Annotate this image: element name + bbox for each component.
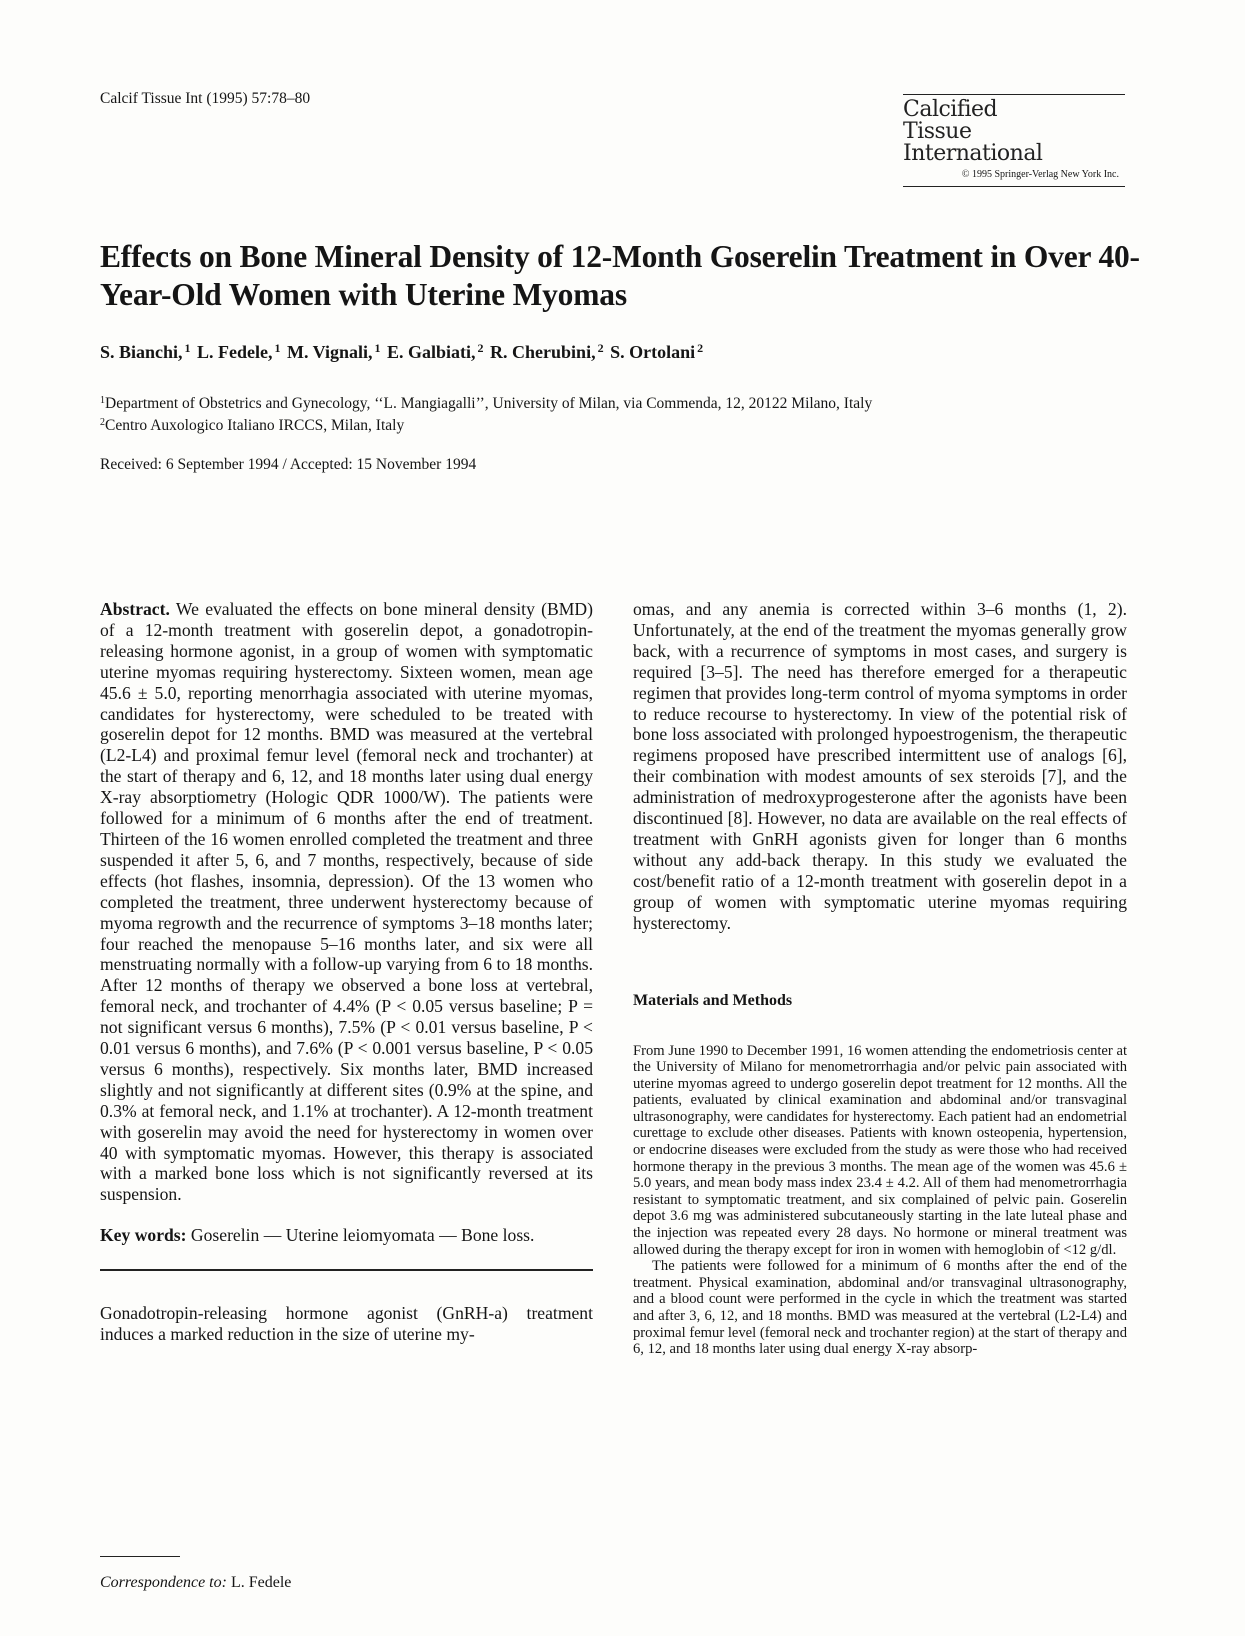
author-name: E. Galbiati, <box>387 342 476 362</box>
section-divider <box>100 1269 593 1271</box>
author-affiliation: 2 <box>477 341 484 355</box>
article-title: Effects on Bone Mineral Density of 12-Month Goserelin Treatment in Over 40-Year-Old Women with Uterine Myomas <box>100 239 1140 312</box>
journal-logo <box>903 94 1125 187</box>
intro-text-left: Gonadotropin-releasing hormone agonist (GnRH-a) treatment induces a marked reduction in the size of uterine my- <box>100 1303 593 1345</box>
right-column <box>633 599 1127 1358</box>
received-dates: Received: 6 September 1994 / Accepted: 15 November 1994 <box>100 456 477 473</box>
logo-rule-top <box>903 94 1125 95</box>
journal-citation: Calcif Tissue Int (1995) 57:78–80 <box>100 90 311 107</box>
methods-paragraph-2: The patients were followed for a minimum of 6 months after the end of the treatment. Physical examination, abdominal and/or transvaginal ultrasonography, and a blood count were performed in the cycle in which the treatment was started and after 3, 6, 12, and 18 months. BMD was measured at the vertebral (L2-L4) and proximal femur level (femoral neck and trochanter region) at the start of therapy and 6, 12, and 18 months later using dual energy X-ray absorp- <box>633 1258 1127 1358</box>
left-column <box>100 599 593 1345</box>
author-name: S. Bianchi, <box>100 342 183 362</box>
author-name: R. Cherubini, <box>490 342 596 362</box>
author-affiliation: 1 <box>184 341 191 355</box>
correspondence <box>100 1574 291 1592</box>
logo-rule-bottom <box>903 186 1125 187</box>
affiliations <box>100 391 872 435</box>
logo-line-2: Tissue <box>903 119 972 144</box>
author-name: S. Ortolani <box>610 342 696 362</box>
author-name: M. Vignali, <box>287 342 373 362</box>
author-name: L. Fedele, <box>197 342 273 362</box>
copyright: © 1995 Springer-Verlag New York Inc. <box>961 169 1119 180</box>
keywords-label: Key words: <box>100 1225 187 1246</box>
logo-line-1: Calcified <box>903 97 998 122</box>
keywords <box>100 1225 593 1246</box>
logo-line-3: International <box>903 141 1043 166</box>
author-affiliation: 1 <box>274 341 281 355</box>
author-affiliation: 2 <box>597 341 604 355</box>
abstract-text: We evaluated the effects on bone mineral density (BMD) of a 12-month treatment with goserelin depot, a gonadotropin-releasing hormone agonist, in a group of women with symptomatic uterine myomas requiring hysterectomy. Sixteen women, mean age 45.6 ± 5.0, reporting menorrhagia associated with uterine myomas, candidates for hysterectomy, were scheduled to be treated with goserelin depot for 12 months. BMD was measured at the vertebral (L2-L4) and proximal femur level (femoral neck and trochanter) at the start of therapy and 6, 12, and 18 months later using dual energy X-ray absorptiometry (Hologic QDR 1000/W). The patients were followed for a minimum of 6 months after the end of treatment. Thirteen of the 16 women enrolled completed the treatment and three suspended it after 5, 6, and 7 months, respectively, because of side effects (hot flashes, insomnia, depression). Of the 13 women who completed the treatment, three underwent hysterectomy because of myoma regrowth and the recurrence of symptoms 3–18 months later; four reached the menopause 5–16 months later, and six were all menstruating normally with a follow-up varying from 6 to 18 months. After 12 months of therapy we observed a bone loss at vertebral, femoral neck, and trochanter of 4.4% (P < 0.05 versus baseline; P = not significant versus 6 months), 7.5% (P < 0.01 versus baseline, P < 0.01 versus 6 months), and 7.6% (P < 0.001 versus baseline, P < 0.05 versus 6 months), respectively. Six months later, BMD increased slightly and not significantly at different sites (0.9% at the spine, and 0.3% at femoral neck, and 1.1% at trochanter). A 12-month treatment with goserelin may avoid the need for hysterectomy in women over 40 with symptomatic myomas. However, this therapy is associated with a marked bone loss which is not significantly reversed at its suspension. <box>100 599 593 1205</box>
abstract <box>100 599 593 1205</box>
correspondence-label: Correspondence to: <box>100 1574 227 1591</box>
affiliation-line: $^1$Department of Obstetrics and Gynecology, ‘‘L. Mangiagalli’’, University of Milan, via Commenda, 12, 20122 Milano, Italy <box>100 395 873 412</box>
section-heading-methods: Materials and Methods <box>633 991 793 1009</box>
abstract-label: Abstract. <box>100 599 170 619</box>
correspondence-name: L. Fedele <box>230 1574 292 1591</box>
intro-text-right: omas, and any anemia is corrected within 3–6 months (1, 2). Unfortunately, at the end of the treatment the myomas generally grow back, with a recurrence of symptoms in most cases, and surgery is required [3–5]. The need has therefore emerged for a therapeutic regimen that provides long-term control of myoma symptoms in order to reduce recourse to hysterectomy. In view of the potential risk of bone loss associated with prolonged hypoestrogenism, the therapeutic regimens proposed have prescribed intermittent use of analogs [6], their combination with modest amounts of sex steroids [7], and the administration of medroxyprogesterone after the agonists have been discontinued [8]. However, no data are available on the real effects of treatment with GnRH agonists given for longer than 6 months without any add-back therapy. In this study we evaluated the cost/benefit ratio of a 12-month treatment with goserelin depot in a group of women with symptomatic uterine myomas requiring hysterectomy. <box>633 599 1127 933</box>
affiliation-line: $^2$Centro Auxologico Italiano IRCCS, Milan, Italy <box>100 417 405 434</box>
author-affiliation: 1 <box>374 341 381 355</box>
methods-paragraph-1: From June 1990 to December 1991, 16 women attending the endometriosis center at the University of Milano for menometrorrhagia and/or pelvic pain associated with uterine myomas agreed to undergo goserelin depot treatment for 12 months. All the patients, evaluated by clinical examination and abdominal and/or transvaginal ultrasonography, were candidates for hysterectomy. Each patient had an endometrial curettage to exclude other diseases. Patients with known osteopenia, hypertension, or endocrine diseases were excluded from the study as were those who had received hormone therapy in the previous 3 months. The mean age of the women was 45.6 ± 5.0 years, and mean body mass index 23.4 ± 4.2. All of them had menometrorrhagia resistant to symptomatic treatment, and six complained of pelvic pain. Goserelin depot 3.6 mg was administered subcutaneously starting in the late luteal phase and the injection was repeated every 28 days. No hormone or mineral treatment was allowed during the therapy except for iron in women with hemoglobin of <12 g/dl. <box>633 1042 1127 1258</box>
keywords-text: Goserelin — Uterine leiomyomata — Bone loss. <box>190 1225 535 1246</box>
footnote-rule <box>100 1556 180 1557</box>
author-affiliation: 2 <box>697 341 704 355</box>
author-list <box>100 341 705 363</box>
